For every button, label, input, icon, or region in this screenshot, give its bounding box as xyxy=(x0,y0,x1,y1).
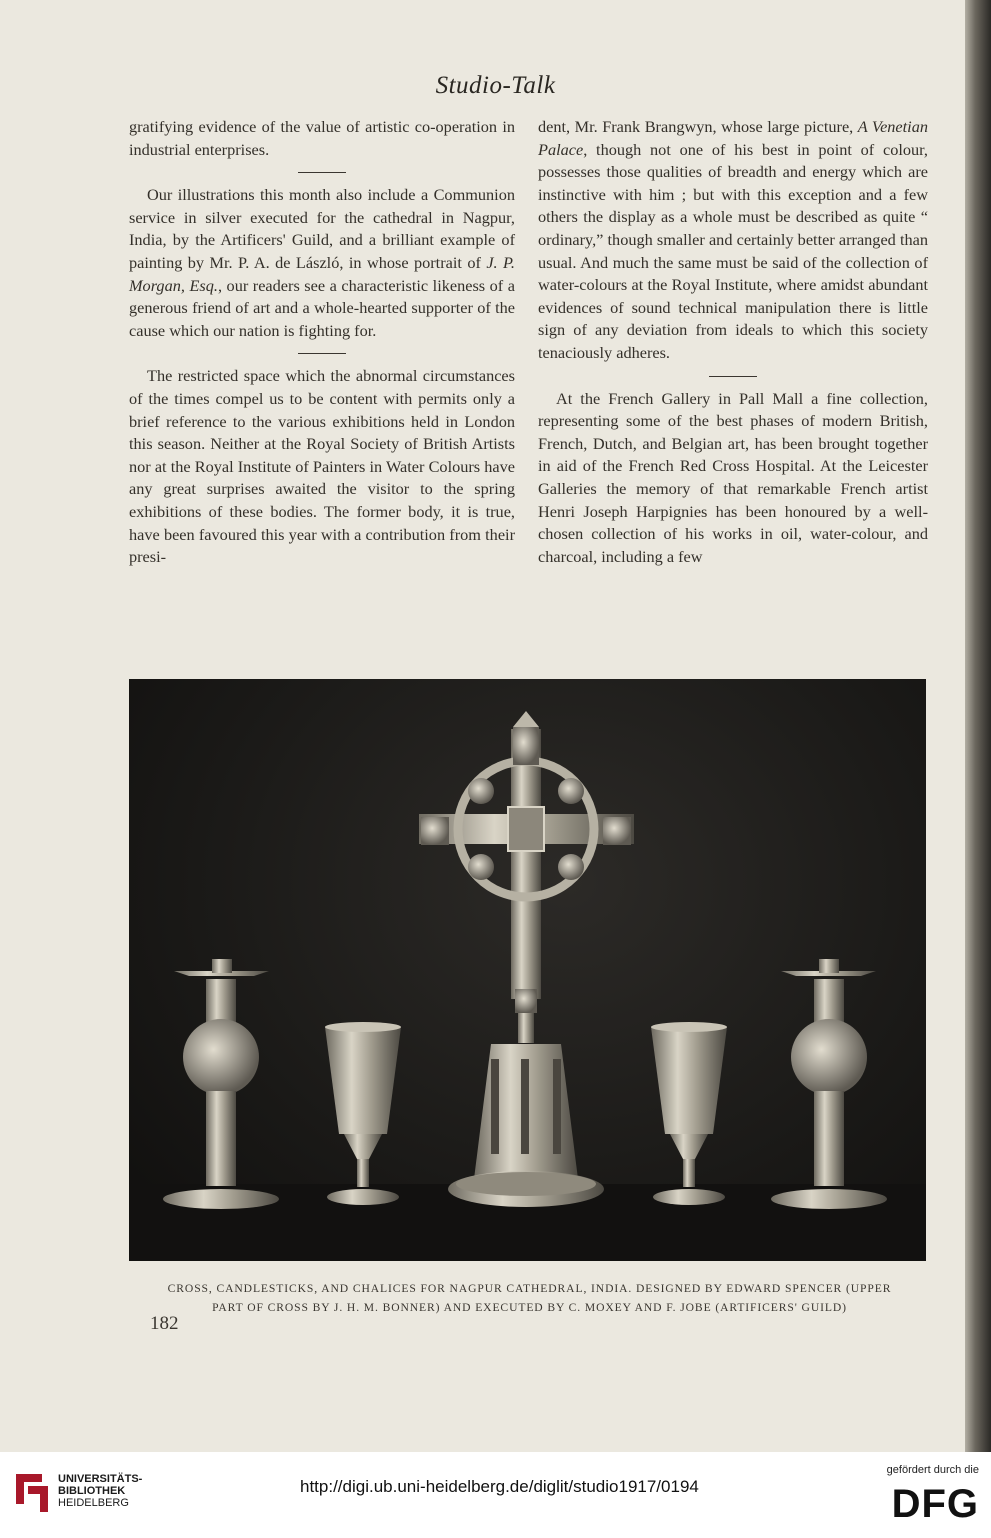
left-paragraph-1: gratifying evidence of the value of artistic co-operation in industrial enterprises. xyxy=(129,117,515,159)
page-number: 182 xyxy=(150,1313,179,1334)
photo-illustration xyxy=(129,679,926,1261)
book-spine-edge xyxy=(965,0,991,1452)
figure-caption xyxy=(132,1279,927,1317)
section-divider xyxy=(709,376,757,377)
dfg-logo: DFG xyxy=(891,1482,979,1526)
funded-by-label: gefördert durch die xyxy=(886,1464,979,1476)
right-paragraph-2: At the French Gallery in Pall Mall a fine collection, representing some of the best phases of modern British, French, Dutch, and Belgian art, has been brought together in aid of the French Red Cross Hospital. At the Leicester Galleries the memory of that remarkable French artist Henri Joseph Harpignies has been honoured by a well-chosen collection of his works in oil, water-colour, and charcoal, including a few xyxy=(538,388,928,566)
permalink-url[interactable]: http://digi.ub.uni-heidelberg.de/diglit/studio1917/0194 xyxy=(300,1477,699,1496)
university-library-logo-icon xyxy=(12,1470,52,1516)
left-paragraph-3: The restricted space which the abnormal circumstances of the times compel us to be content with permits only a brief reference to the various exhibitions held in London this season. Neither at the Royal Society of British Artists nor at the Royal Institute of Painters in Water Colours have any great surprises awaited the visitor to the spring exhibitions of these bodies. The former body, it is true, have been favoured this year with a contribution from their presi- xyxy=(129,366,515,567)
right-candlestick xyxy=(771,959,887,1209)
right-paragraph-1: dent, Mr. Frank Brangwyn, whose large picture, A Venetian Palace, though not one of his best in point of colour, possesses those qualities of breadth and energy which are instinctive with him ; but with this exception and a few others the display as a whole must be described as quite “ ordinary,” though smaller and certainly better arranged than usual. And much the same must be said of the collection of water-colours at the Royal Institute, where amidst abundant evidences of sound technical manipulation there is little sign of any deviation from ideals to which this society tenaciously adheres. xyxy=(538,117,928,362)
portrait-title: J. P. Morgan, Esq. xyxy=(129,252,515,295)
left-chalice xyxy=(325,1022,401,1205)
left-paragraph-2: Our illustrations this month also include a Communion service in silver executed for the cathedral in Nagpur, India, by the Artificers' Guild, and a brilliant example of painting by Mr. P. A. de László, in whose portrait of J. P. Morgan, Esq., our readers see a characteristic likeness of a generous friend of art and a whole-hearted supporter of the cause which our nation is fighting for. xyxy=(129,185,515,340)
picture-title: A Venetian Palace xyxy=(538,117,928,159)
right-column xyxy=(538,116,928,568)
digitization-footer xyxy=(0,1452,991,1538)
right-chalice xyxy=(651,1022,727,1205)
left-column xyxy=(129,116,515,569)
section-divider xyxy=(298,172,346,173)
running-head: Studio-Talk xyxy=(435,72,556,99)
altar-cross xyxy=(419,711,634,1207)
caption-line-1: CROSS, CANDLESTICKS, AND CHALICES FOR NAGPUR CATHEDRAL, INDIA. DESIGNED BY EDWARD SPENCER (UPPER xyxy=(167,1282,892,1295)
section-divider xyxy=(298,353,346,354)
caption-line-2: PART OF CROSS BY J. H. M. BONNER) AND EXECUTED BY C. MOXEY AND F. JOBE (ARTIFICERS' GUILD) xyxy=(212,1301,847,1314)
library-name: UNIVERSITÄTS- BIBLIOTHEK HEIDELBERG xyxy=(58,1473,143,1509)
left-candlestick xyxy=(163,959,279,1209)
photograph-cross-candlesticks-chalices xyxy=(129,679,926,1261)
